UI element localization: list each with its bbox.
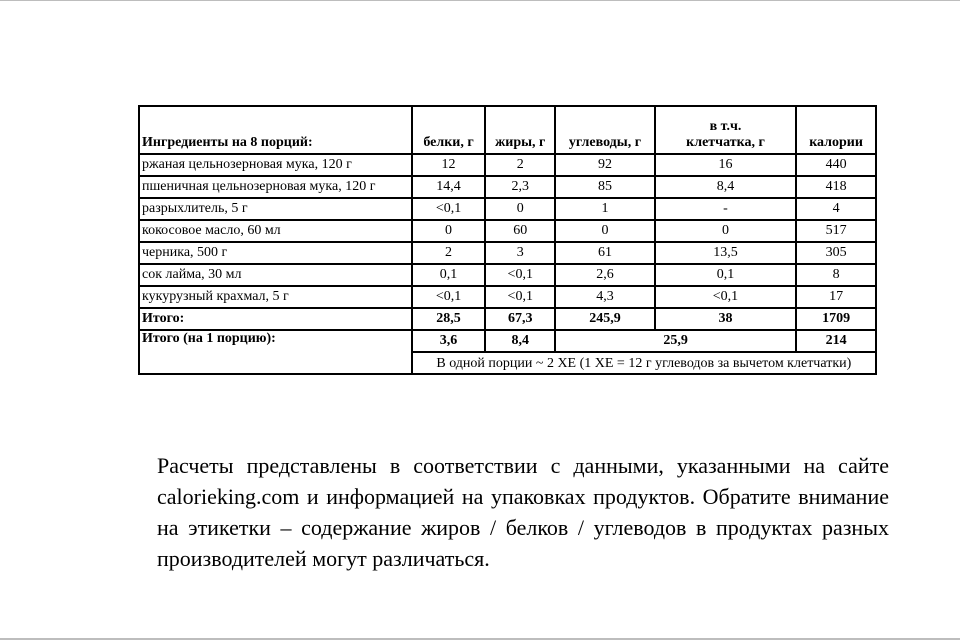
- per-portion-protein: 3,6: [412, 330, 486, 352]
- row-carbs: 92: [555, 154, 655, 176]
- total-fiber: 38: [655, 308, 796, 330]
- total-row: [139, 308, 876, 330]
- row-name: кукурузный крахмал, 5 г: [139, 286, 412, 308]
- table-row: [139, 176, 876, 198]
- row-fiber: 8,4: [655, 176, 796, 198]
- per-portion-label: Итого (на 1 порцию):: [139, 330, 412, 374]
- row-protein: 2: [412, 242, 486, 264]
- table-row: [139, 198, 876, 220]
- row-calories: 17: [796, 286, 876, 308]
- row-fiber: 0: [655, 220, 796, 242]
- row-fiber: <0,1: [655, 286, 796, 308]
- header-fat: жиры, г: [485, 106, 555, 154]
- row-fiber: 13,5: [655, 242, 796, 264]
- per-portion-row: [139, 330, 876, 352]
- row-carbs: 61: [555, 242, 655, 264]
- total-protein: 28,5: [412, 308, 486, 330]
- table-row: [139, 264, 876, 286]
- nutrition-table: [138, 105, 877, 375]
- table-row: [139, 286, 876, 308]
- row-name: ржаная цельнозерновая мука, 120 г: [139, 154, 412, 176]
- row-fiber: 0,1: [655, 264, 796, 286]
- row-protein: <0,1: [412, 286, 486, 308]
- row-protein: 0: [412, 220, 486, 242]
- header-ingredients: Ингредиенты на 8 порций:: [139, 106, 412, 154]
- row-name: черника, 500 г: [139, 242, 412, 264]
- row-protein: 14,4: [412, 176, 486, 198]
- row-carbs: 0: [555, 220, 655, 242]
- total-label: Итого:: [139, 308, 412, 330]
- table-header-row: [139, 106, 876, 154]
- per-portion-calories: 214: [796, 330, 876, 352]
- header-fiber-label: клетчатка, г: [686, 135, 765, 150]
- row-calories: 440: [796, 154, 876, 176]
- row-carbs: 4,3: [555, 286, 655, 308]
- table-row: [139, 242, 876, 264]
- row-protein: <0,1: [412, 198, 486, 220]
- row-carbs: 85: [555, 176, 655, 198]
- row-fiber: 16: [655, 154, 796, 176]
- row-fiber: -: [655, 198, 796, 220]
- header-fiber-prefix: в т.ч.: [709, 119, 742, 134]
- row-name: сок лайма, 30 мл: [139, 264, 412, 286]
- row-fat: 3: [485, 242, 555, 264]
- row-fat: 60: [485, 220, 555, 242]
- row-calories: 4: [796, 198, 876, 220]
- per-portion-fat: 8,4: [485, 330, 555, 352]
- row-fat: <0,1: [485, 286, 555, 308]
- row-carbs: 1: [555, 198, 655, 220]
- row-fat: 2,3: [485, 176, 555, 198]
- xe-note: В одной порции ~ 2 ХЕ (1 ХЕ = 12 г углеводов за вычетом клетчатки): [412, 352, 876, 374]
- row-protein: 12: [412, 154, 486, 176]
- header-carbs: углеводы, г: [555, 106, 655, 154]
- row-fat: 2: [485, 154, 555, 176]
- total-fat: 67,3: [485, 308, 555, 330]
- disclaimer-paragraph: Расчеты представлены в соответствии с данными, указанными на сайте calorieking.com и информацией на упаковках продуктов. Обратите внимание на этикетки – содержание жиров / белков / углеводов в продуктах разных производителей могут различаться.: [157, 453, 889, 571]
- row-fat: <0,1: [485, 264, 555, 286]
- total-carbs: 245,9: [555, 308, 655, 330]
- top-divider: [0, 0, 960, 1]
- row-name: пшеничная цельнозерновая мука, 120 г: [139, 176, 412, 198]
- row-carbs: 2,6: [555, 264, 655, 286]
- table-row: [139, 220, 876, 242]
- table-row: [139, 154, 876, 176]
- header-fiber: [655, 106, 796, 154]
- row-fat: 0: [485, 198, 555, 220]
- row-calories: 8: [796, 264, 876, 286]
- header-calories: калории: [796, 106, 876, 154]
- row-calories: 418: [796, 176, 876, 198]
- row-calories: 305: [796, 242, 876, 264]
- row-protein: 0,1: [412, 264, 486, 286]
- header-protein: белки, г: [412, 106, 486, 154]
- row-name: разрыхлитель, 5 г: [139, 198, 412, 220]
- total-calories: 1709: [796, 308, 876, 330]
- row-name: кокосовое масло, 60 мл: [139, 220, 412, 242]
- per-portion-net-carbs: 25,9: [555, 330, 796, 352]
- row-calories: 517: [796, 220, 876, 242]
